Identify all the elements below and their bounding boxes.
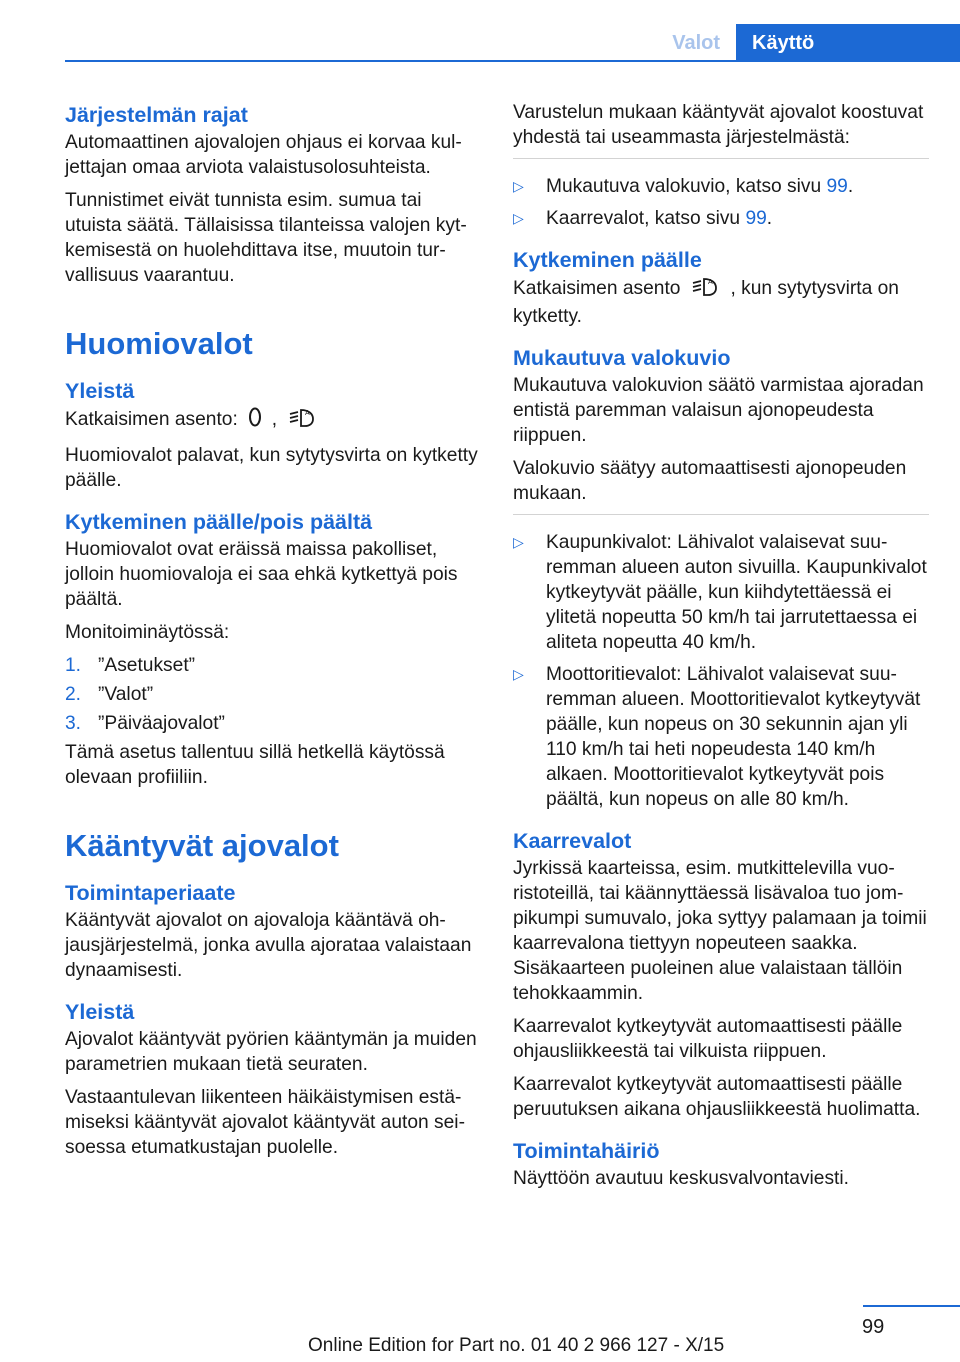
header-tab-kaytto[interactable]: Käyttö [736,24,960,62]
page-number-rule [863,1305,960,1307]
text-fragment: Katkaisimen asento: [65,409,238,430]
step-text: ”Asetukset” [98,655,196,676]
paragraph: Ajovalot kääntyvät pyörien kääntymän ja muiden parametrien mukaan tietä seuraten. [65,1029,477,1075]
paragraph: Jyrkissä kaarteissa, esim. mutkittelevilla vuoristoteillä, tai käännyttäessä lisävaloa tuo jompikumpi sumuvalo, joka syttyy palamaan ja toimii kaarrevalona tiettyyn nopeuteen saakka. Sisäkaarteen puoleinen alue valaistaan tällöin tehokkaammin. [513,858,927,1004]
step-text: ”Päiväajovalot” [98,713,225,734]
step-number: 3. [65,713,82,734]
svg-text:A: A [708,279,714,286]
list-item [513,174,929,199]
svg-text:A: A [305,410,310,417]
heading-jarjestelman-rajat: Järjestelmän rajat [65,103,248,127]
paragraph: Kääntyvät ajovalot on ajovaloja kääntävä ohjausjärjestelmä, jonka avulla ajorataa valaistaan dynaamisesti. [65,910,472,981]
paragraph: Tämä asetus tallentuu sillä hetkellä käytössä olevaan profiiliin. [65,742,445,788]
text-fragment: . [766,208,773,229]
step-number: 1. [65,655,82,676]
paragraph: Näyttöön avautuu keskusvalvontaviesti. [513,1168,849,1189]
text-fragment: , kun sytytysvirta on kytketty. [513,278,899,327]
header-rule [65,60,960,62]
list-item [513,662,929,812]
heading-toimintahairio: Toimintahäiriö [513,1139,660,1163]
text-fragment: . [847,176,854,197]
switch-position-paragraph [513,275,929,329]
list-text: Moottoritievalot: Lähivalot valaisevat suuremman alueen. Moottoritievalot kytkeytyvät päälle, kun nopeus on 30 sekunnin ajan yli 110 km/h tai heti nopeudesta 140 km/h alkaen. Moottoritievalot kytkeytyvät pois päältä, kun nopeus on alle 80 km/h. [546,664,921,810]
page-link[interactable]: 99 [745,208,767,229]
list-text: Kaarrevalot, katso sivu [546,208,741,229]
automatic-headlight-icon [690,275,720,304]
text-fragment: , [271,409,278,430]
list-item [513,206,929,231]
page-link[interactable]: 99 [826,176,848,197]
paragraph: Kaarrevalot kytkeytyvät automaattisesti päälle ohjausliikkeestä tai vilkuista riippuen. [513,1016,903,1062]
heading-kaantyvat-ajovalot: Kääntyvät ajovalot [65,828,339,863]
heading-yleista: Yleistä [65,1000,135,1024]
footer-edition: Online Edition for Part no. 01 40 2 966 127 - X/15 [308,1335,725,1356]
triangle-right-icon: ▷ [513,210,524,226]
heading-mukautuva-valokuvio: Mukautuva valokuvio [513,346,731,370]
header-tab-valot[interactable]: Valot [672,32,720,54]
text-fragment: Katkaisimen asento [513,278,681,299]
step-number: 2. [65,684,82,705]
left-column [65,100,481,1168]
divider [513,514,929,515]
triangle-right-icon: ▷ [513,534,524,550]
heading-kytkeminen-paalle: Kytkeminen päälle [513,248,702,272]
triangle-right-icon: ▷ [513,666,524,682]
page-header [0,24,960,62]
light-modes-list [513,530,929,812]
step-text: ”Valot” [98,684,154,705]
triangle-right-icon: ▷ [513,178,524,194]
systems-list [513,174,929,231]
paragraph: Valokuvio säätyy automaattisesti ajonopeuden mukaan. [513,458,907,504]
paragraph: Vastaantulevan liikenteen häikäistymisen estämiseksi kääntyvät ajovalot kääntyvät auton seisoessa etumatkustajan puolelle. [65,1087,465,1158]
heading-toimintaperiaate: Toimintaperiaate [65,881,236,905]
paragraph: Huomiovalot palavat, kun sytytysvirta on kytketty päälle. [65,445,478,491]
divider [513,158,929,159]
list-item [65,653,481,678]
paragraph: Kaarrevalot kytkeytyvät automaattisesti päälle peruutuksen aikana ohjausliikkeestä huolimatta. [513,1074,921,1120]
page-number: 99 [862,1316,885,1338]
paragraph: Huomiovalot ovat eräissä maissa pakolliset, jolloin huomiovaloja ei saa ehkä kytkettyä pois päältä. [65,539,458,610]
switch-position-0-icon [248,406,262,435]
right-column [513,100,929,1199]
list-item [65,682,481,707]
paragraph: Automaattinen ajovalojen ohjaus ei korvaa kuljettajan omaa arviota valaistusolosuhteista. [65,132,462,178]
paragraph: Varustelun mukaan kääntyvät ajovalot koostuvat yhdestä tai useammasta järjestelmästä: [513,102,924,148]
heading-kytkeminen-paalle-pois: Kytkeminen päälle/pois päältä [65,510,373,534]
list-text: Mukautuva valokuvio, katso sivu [546,176,822,197]
switch-position-paragraph [65,406,481,435]
heading-yleista: Yleistä [65,379,135,403]
list-text: Kaupunkivalot: Lähivalot valaisevat suuremman alueen auton sivuilla. Kaupunkivalot kytkeytyvät päälle, kun kiihdytettäessä ei ylitetä nopeutta 50 km/h tai jarrutettaessa ei aliteta nopeutta 40 km/h. [546,532,927,653]
heading-kaarrevalot: Kaarrevalot [513,829,632,853]
list-item [513,530,929,655]
automatic-headlight-icon [287,406,317,435]
paragraph: Mukautuva valokuvion säätö varmistaa ajoradan entistä paremman valaisun ajonopeudesta riippuen. [513,375,924,446]
heading-huomiovalot: Huomiovalot [65,326,253,361]
list-item [65,711,481,736]
steps-list [65,653,481,736]
paragraph: Tunnistimet eivät tunnista esim. sumua tai utuista säätä. Tällaisissa tilanteissa valojen kytkemisestä on huolehdittava itse, muutoin turvallisuus vaarantuu. [65,190,467,286]
paragraph: Monitoiminäytössä: [65,622,230,643]
